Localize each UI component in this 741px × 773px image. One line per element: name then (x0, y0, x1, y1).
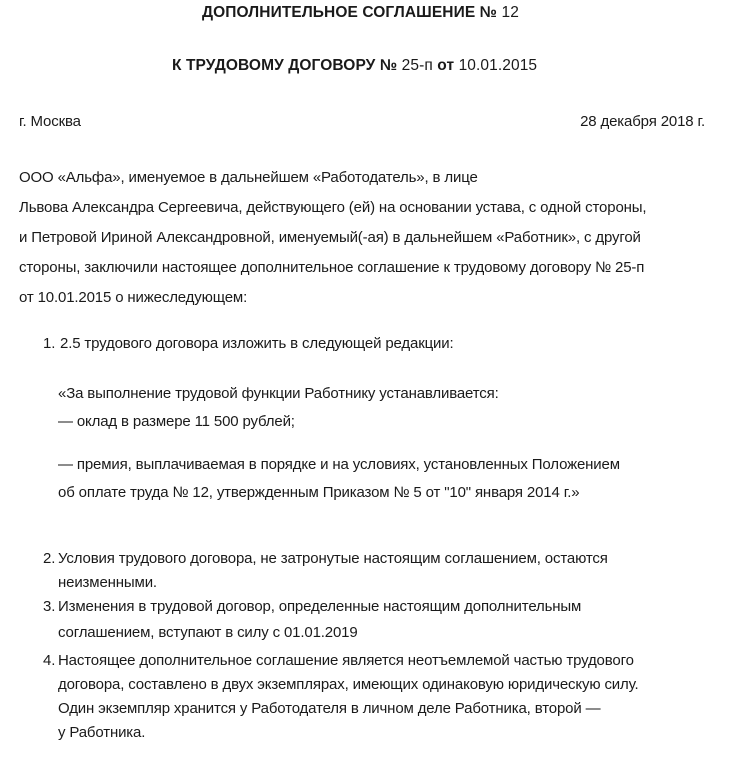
item-text-line: Один экземпляр хранится у Работодателя в личном деле Работника, второй — (58, 700, 601, 717)
item-text-line: неизменными. (58, 574, 157, 591)
title-prefix: ДОПОЛНИТЕЛЬНОЕ СОГЛАШЕНИЕ № (202, 4, 498, 21)
item-number: 1. (43, 335, 56, 352)
quote-line: — оклад в размере 11 500 рублей; (58, 413, 295, 430)
agreement-number: 12 (501, 4, 519, 21)
subtitle-from: от (437, 57, 455, 74)
preamble-line: ООО «Альфа», именуемое в дальнейшем «Работодатель», в лице (19, 169, 478, 186)
preamble-line: и Петровой Ириной Александровной, именуемый(-ая) в дальнейшем «Работник», с другой (19, 229, 641, 246)
preamble-line: стороны, заключили настоящее дополнительное соглашение к трудовому договору № 25-п (19, 259, 645, 276)
document-date: 28 декабря 2018 г. (580, 113, 705, 130)
item-number: 3. (43, 598, 56, 615)
item-text-line: Изменения в трудовой договор, определенные настоящим дополнительным (58, 598, 582, 615)
document-title (202, 4, 519, 22)
item-number: 4. (43, 652, 56, 669)
subtitle-prefix: К ТРУДОВОМУ ДОГОВОРУ № (172, 57, 398, 74)
item-text-line: договора, составлено в двух экземплярах, имеющих одинаковую юридическую силу. (58, 676, 639, 693)
quote-line: об оплате труда № 12, утвержденным Приказом № 5 от "10" января 2014 г.» (58, 484, 580, 501)
item-text: 2.5 трудового договора изложить в следующей редакции: (60, 335, 454, 352)
item-number: 2. (43, 550, 56, 567)
item-text-line: соглашением, вступают в силу с 01.01.2019 (58, 624, 358, 641)
contract-date: 10.01.2015 (458, 57, 538, 74)
city: г. Москва (19, 113, 81, 130)
quote-line: «За выполнение трудовой функции Работнику устанавливается: (58, 385, 499, 402)
contract-number: 25-п (401, 57, 433, 74)
preamble-line: Львова Александра Сергеевича, действующего (ей) на основании устава, с одной стороны, (19, 199, 647, 216)
document-subtitle (172, 57, 537, 75)
item-text-line: у Работника. (58, 724, 146, 741)
quote-line: — премия, выплачиваемая в порядке и на условиях, установленных Положением (58, 456, 620, 473)
item-text-line: Условия трудового договора, не затронутые настоящим соглашением, остаются (58, 550, 608, 567)
preamble-line: от 10.01.2015 о нижеследующем: (19, 289, 248, 306)
item-text-line: Настоящее дополнительное соглашение является неотъемлемой частью трудового (58, 652, 634, 669)
